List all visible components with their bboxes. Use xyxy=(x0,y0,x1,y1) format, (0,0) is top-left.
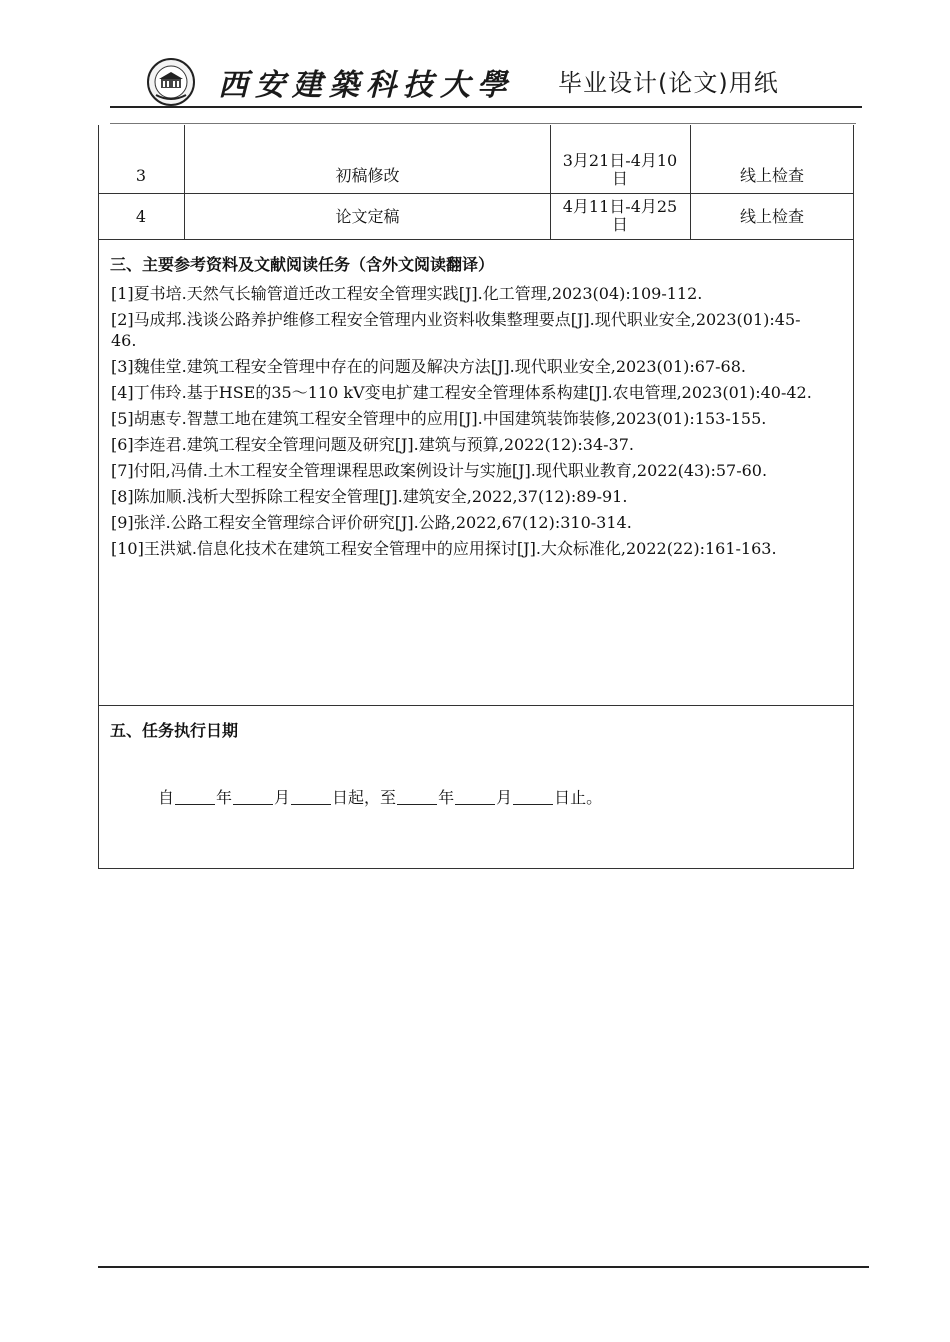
reference-list xyxy=(111,283,816,564)
col-divider xyxy=(550,125,551,240)
start-day-blank[interactable] xyxy=(291,790,331,805)
page-header xyxy=(110,52,862,108)
date-word-year2: 年 xyxy=(438,788,455,807)
date-word-from: 自 xyxy=(158,788,175,807)
reference-item: [7]付阳,冯倩.土木工程安全管理课程思政案例设计与实施[J].现代职业教育,2022(43):57-60. xyxy=(111,461,768,480)
reference-item: [10]王洪斌.信息化技术在建筑工程安全管理中的应用探讨[J].大众标准化,2022(22):161-163. xyxy=(111,539,777,558)
reference-item: [9]张洋.公路工程安全管理综合评价研究[J].公路,2022,67(12):310-314. xyxy=(111,513,632,532)
table-cell-no: 4 xyxy=(135,207,147,226)
reference-item: [3]魏佳堂.建筑工程安全管理中存在的问题及解决方法[J].现代职业安全,2023(01):67-68. xyxy=(111,357,746,376)
table-cell-no: 3 xyxy=(135,166,147,185)
table-border-right xyxy=(853,125,854,869)
row-divider xyxy=(98,239,854,240)
table-cell-date: 3月21日-4月10日 xyxy=(562,151,678,188)
table-cell-check: 线上检查 xyxy=(739,207,804,226)
end-year-blank[interactable] xyxy=(397,790,437,805)
execution-date-line xyxy=(158,785,602,808)
date-word-month: 月 xyxy=(274,788,291,807)
header-sub-rule xyxy=(110,123,856,124)
section-divider xyxy=(98,705,854,706)
reference-item: [2]马成邦.浅谈公路养护维修工程安全管理内业资料收集整理要点[J].现代职业安全,2023(01):45-46. xyxy=(111,310,801,350)
reference-item: [1]夏书培.天然气长输管道迁改工程安全管理实践[J].化工管理,2023(04):109-112. xyxy=(111,284,703,303)
table-cell-task: 初稿修改 xyxy=(335,166,400,185)
date-word-year: 年 xyxy=(216,788,233,807)
table-border-bottom xyxy=(98,868,854,869)
table-cell-check: 线上检查 xyxy=(739,166,804,185)
table-cell-task: 论文定稿 xyxy=(335,207,400,226)
footer-rule xyxy=(98,1266,869,1268)
header-rule xyxy=(110,106,862,108)
reference-item: [6]李连君.建筑工程安全管理问题及研究[J].建筑与预算,2022(12):34-37. xyxy=(111,435,634,454)
paper-label: 毕业设计(论文)用纸 xyxy=(558,69,779,97)
table-cell-date: 4月11日-4月25日 xyxy=(562,197,678,234)
university-name: 西安建築科技大學 xyxy=(218,68,514,103)
reference-item: [4]丁伟玲.基于HSE的35～110 kV变电扩建工程安全管理体系构建[J].农电管理,2023(01):40-42. xyxy=(111,383,812,402)
reference-item: [5]胡惠专.智慧工地在建筑工程安全管理中的应用[J].中国建筑装饰装修,2023(01):153-155. xyxy=(111,409,767,428)
university-seal-icon xyxy=(146,57,196,107)
reference-item: [8]陈加顺.浅析大型拆除工程安全管理[J].建筑安全,2022,37(12):89-91. xyxy=(111,487,628,506)
row-divider xyxy=(98,193,854,194)
date-word-end: 日止。 xyxy=(554,788,603,807)
end-month-blank[interactable] xyxy=(455,790,495,805)
table-border-left xyxy=(98,125,99,869)
start-month-blank[interactable] xyxy=(233,790,273,805)
references-title: 三、主要参考资料及文献阅读任务（含外文阅读翻译） xyxy=(110,255,495,274)
end-day-blank[interactable] xyxy=(513,790,553,805)
date-word-month2: 月 xyxy=(496,788,513,807)
date-word-start: 日起，至 xyxy=(332,788,397,807)
execution-title: 五、任务执行日期 xyxy=(110,721,239,740)
start-year-blank[interactable] xyxy=(175,790,215,805)
